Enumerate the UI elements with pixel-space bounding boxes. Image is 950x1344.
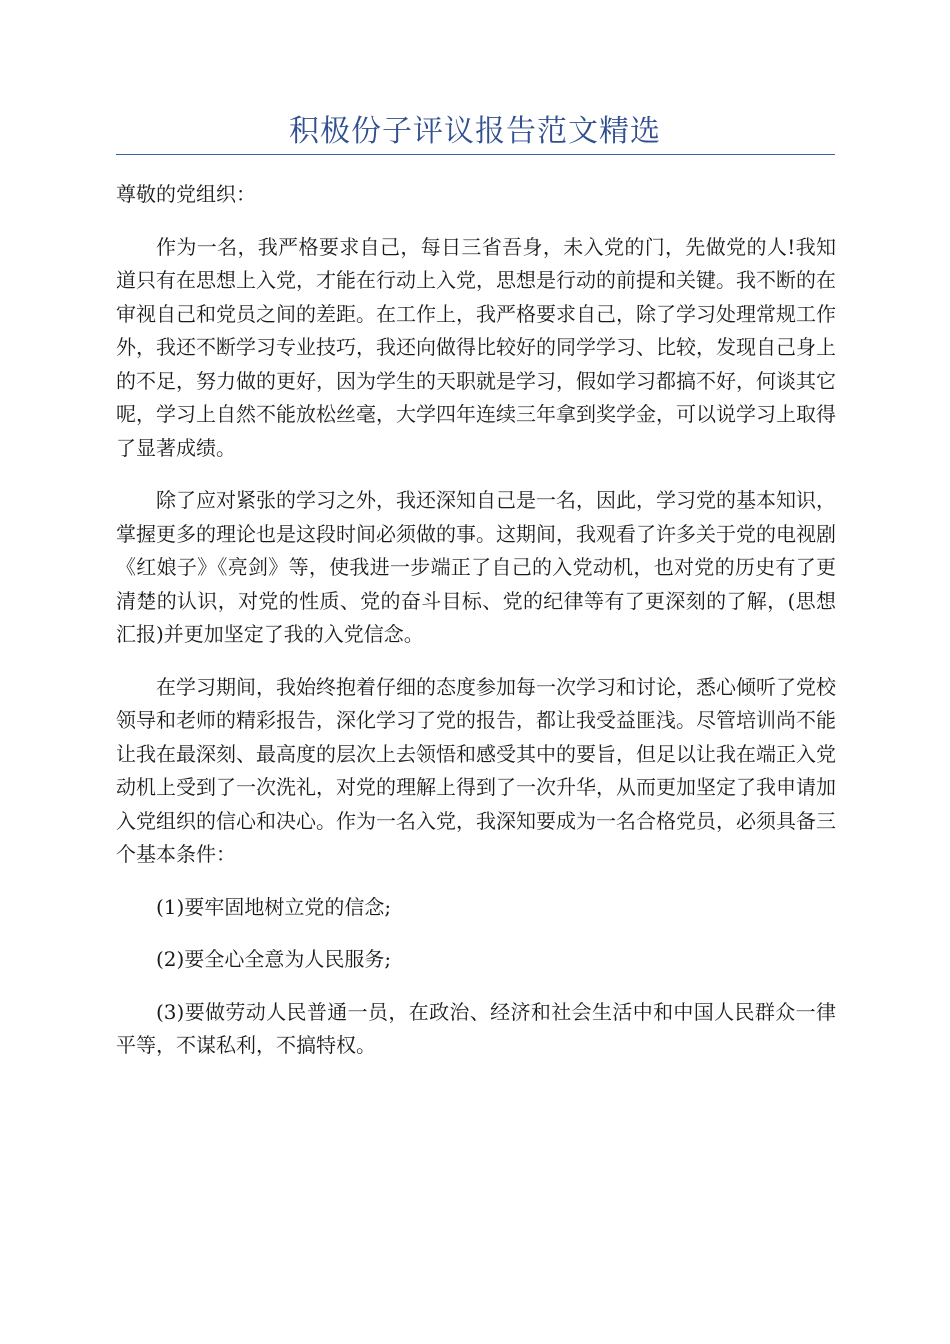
document-title: 积极份子评议报告范文精选 [289,114,661,149]
document-body [116,178,836,1082]
paragraph-1: 作为一名，我严格要求自己，每日三省吾身，未入党的门，先做党的人!我知道只有在思想上入党，才能在行动上入党，思想是行动的前提和关键。我不断的在审视自己和党员之间的差距。在工作上，我严格要求自己，除了学习处理常规工作外，我还不断学习专业技巧，我还向做得比较好的同学学习、比较，发现自己身上的不足，努力做的更好，因为学生的天职就是学习，假如学习都搞不好，何谈其它呢，学习上自然不能放松丝毫，大学四年连续三年拿到奖学金，可以说学习上取得了显著成绩。 [116,234,836,460]
condition-item-1: (1)要牢固地树立党的信念; [156,894,392,919]
paragraph-3: 在学习期间，我始终抱着仔细的态度参加每一次学习和讨论，悉心倾听了党校领导和老师的精彩报告，深化学习了党的报告，都让我受益匪浅。尽管培训尚不能让我在最深刻、最高度的层次上去领悟和感受其中的要旨，但足以让我在端正入党动机上受到了一次洗礼，对党的理解上得到了一次升华，从而更加坚定了我申请加入党组织的信心和决心。作为一名入党，我深知要成为一名合格党员，必须具备三个基本条件： [116,674,836,866]
salutation: 尊敬的党组织： [116,182,256,206]
paragraph-2: 除了应对紧张的学习之外，我还深知自己是一名，因此，学习党的基本知识，掌握更多的理论也是这段时间必须做的事。这期间，我观看了许多关于党的电视剧《红娘子》《亮剑》等，使我进一步端正了自己的入党动机，也对党的历史有了更清楚的认识，对党的性质、党的奋斗目标、党的纪律等有了更深刻的了解，(思想汇报)并更加坚定了我的入党信念。 [116,488,836,646]
condition-item-2: (2)要全心全意为人民服务; [156,947,392,971]
condition-item-3: (3)要做劳动人民普通一员，在政治、经济和社会生活中和中国人民群众一律平等，不谋私利，不搞特权。 [116,999,836,1057]
title-underline [116,154,835,155]
